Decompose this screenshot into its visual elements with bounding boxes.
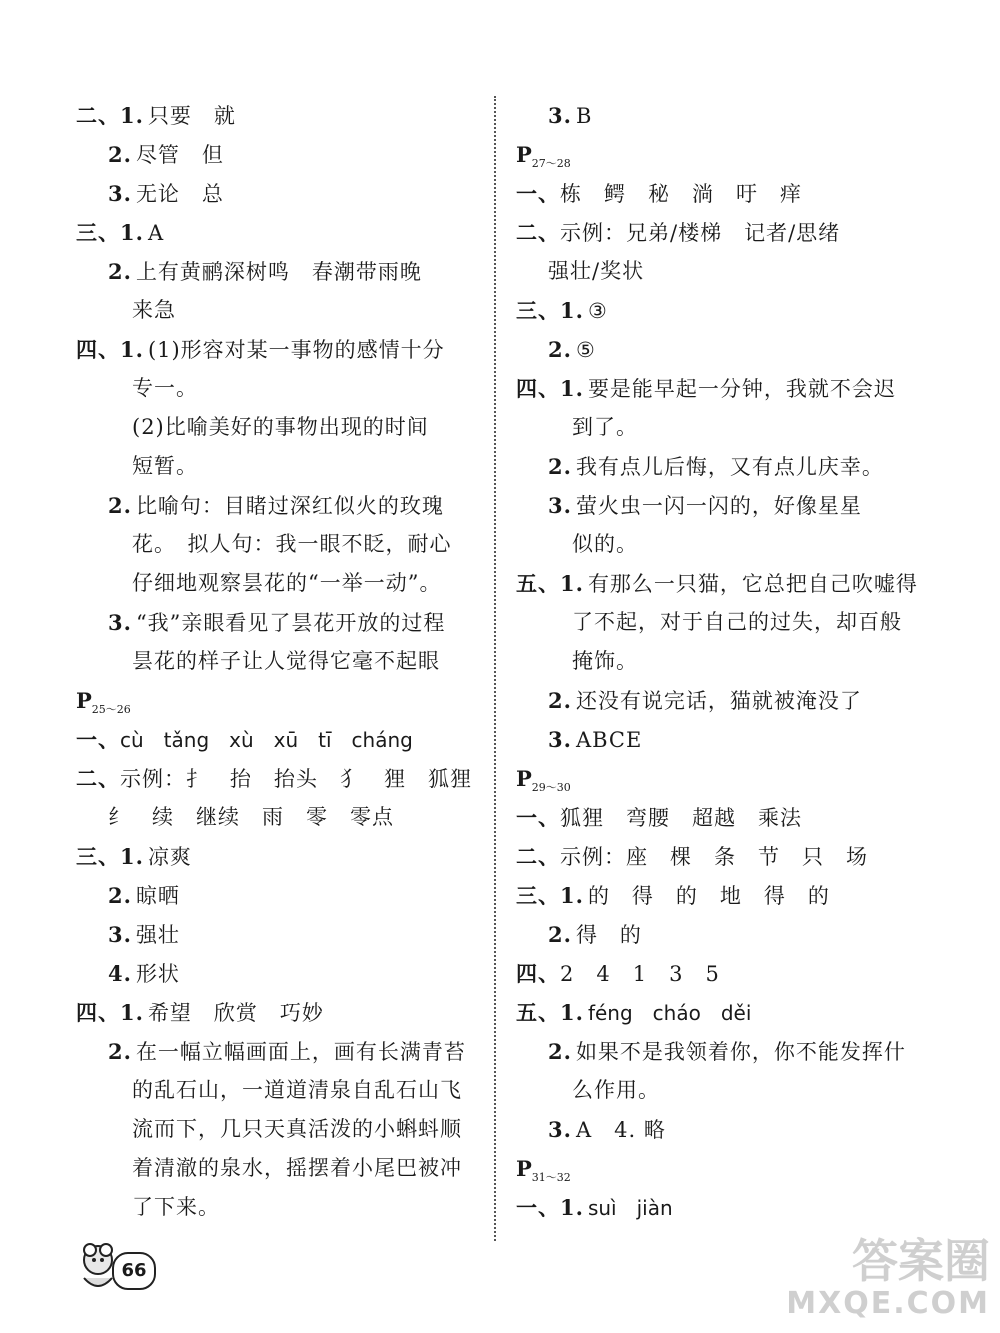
- answer-text: 只要 就: [147, 104, 236, 128]
- answer-text: 似的。: [572, 532, 638, 556]
- page-number: 66: [112, 1252, 156, 1290]
- watermark-cn: 答案圈: [852, 1234, 990, 1288]
- item-number: 2.: [108, 142, 132, 167]
- page-range-heading: [516, 759, 936, 798]
- answer-text: 如果不是我领着你，你不能发挥什: [575, 1040, 906, 1064]
- page-range-heading: [516, 135, 936, 174]
- answer-line: [76, 486, 486, 525]
- answer-line: [76, 213, 486, 252]
- page-range-heading: [76, 681, 486, 720]
- section-marker: 二、: [516, 220, 560, 245]
- section-marker: 一、: [76, 727, 120, 752]
- answer-line: [76, 369, 486, 408]
- item-number: 1.: [560, 376, 584, 401]
- answer-text: 的 得 的 地 得 的: [587, 884, 830, 908]
- item-number: 2.: [108, 493, 132, 518]
- answer-text: 在一幅立幅画面上，画有长满青苔: [135, 1040, 466, 1064]
- section-marker: 二、: [76, 103, 120, 128]
- item-number: 1.: [120, 337, 144, 362]
- answer-text: 比喻句：目睹过深红似火的玫瑰: [135, 494, 444, 518]
- answer-text: suì jiàn: [587, 1196, 673, 1220]
- answer-line: [76, 954, 486, 993]
- answer-line: [76, 135, 486, 174]
- section-marker: 一、: [516, 181, 560, 206]
- answer-text: ③: [587, 299, 608, 323]
- item-number: 4.: [108, 961, 132, 986]
- answer-line: [516, 564, 936, 603]
- section-marker: 四、: [76, 1000, 120, 1025]
- answer-text: 还没有说完话，猫就被淹没了: [575, 689, 862, 713]
- watermark-en: MXQE.COM: [786, 1286, 990, 1321]
- answer-text: 晾晒: [135, 884, 180, 908]
- item-number: 2.: [548, 688, 572, 713]
- section-marker: 五、: [516, 1000, 560, 1025]
- answer-text: 到了。: [572, 415, 638, 439]
- page-label: P: [516, 766, 532, 791]
- section-marker: 一、: [516, 805, 560, 830]
- answer-text: 专一。: [132, 376, 198, 400]
- answer-text: 要是能早起一分钟，我就不会迟: [587, 377, 896, 401]
- page-range-heading: [516, 1149, 936, 1188]
- section-marker: 三、: [516, 298, 560, 323]
- answer-line: [76, 837, 486, 876]
- left-column: [76, 96, 486, 1227]
- page-range: 27～28: [531, 157, 571, 171]
- answer-line: [516, 993, 936, 1032]
- answer-line: [516, 798, 936, 837]
- item-number: 3.: [548, 103, 572, 128]
- answer-text: 来急: [132, 298, 176, 322]
- item-number: 3.: [548, 1117, 572, 1142]
- item-number: 3.: [548, 727, 572, 752]
- answer-text: féng cháo děi: [587, 1001, 752, 1025]
- answer-text: (2)比喻美好的事物出现的时间: [132, 415, 429, 439]
- answer-line: [516, 642, 936, 681]
- answer-line: [76, 564, 486, 603]
- item-number: 3.: [108, 610, 132, 635]
- section-marker: 四、: [76, 337, 120, 362]
- answer-line: [76, 1071, 486, 1110]
- answer-text: 形状: [135, 962, 180, 986]
- answer-text: ABCE: [575, 728, 643, 752]
- answer-text: “我”亲眼看见了昙花开放的过程: [135, 611, 446, 635]
- page-label: P: [516, 1156, 532, 1181]
- answer-text: (1)形容对某一事物的感情十分: [147, 338, 445, 362]
- answer-line: [516, 408, 936, 447]
- answer-text: 狐狸 弯腰 超越 乘法: [560, 806, 802, 830]
- answer-text: 的乱石山，一道道清泉自乱石山飞: [132, 1078, 462, 1102]
- section-marker: 一、: [516, 1195, 560, 1220]
- answer-line: [516, 681, 936, 720]
- answer-text: B: [575, 104, 593, 128]
- item-number: 1.: [560, 571, 584, 596]
- item-number: 1.: [560, 883, 584, 908]
- answer-text: 希望 欣赏 巧妙: [147, 1001, 324, 1025]
- answer-text: 了下来。: [132, 1195, 220, 1219]
- answer-text: 萤火虫一闪一闪的，好像星星: [575, 494, 862, 518]
- answer-text: 示例：扌 抬 抬头 犭 狸 狐狸: [120, 767, 472, 791]
- answer-line: [516, 525, 936, 564]
- section-marker: 三、: [76, 844, 120, 869]
- answer-text: 强壮: [135, 923, 180, 947]
- column-divider: [494, 96, 496, 1241]
- answer-text: 无论 总: [135, 182, 224, 206]
- answer-line: [76, 291, 486, 330]
- answer-text: 2 4 1 3 5: [560, 962, 720, 986]
- item-number: 1.: [120, 1000, 144, 1025]
- item-number: 3.: [108, 922, 132, 947]
- answer-line: [76, 915, 486, 954]
- item-number: 2.: [108, 1039, 132, 1064]
- section-marker: 四、: [516, 376, 560, 401]
- answer-line: [76, 1188, 486, 1227]
- answer-text: ⑤: [575, 338, 596, 362]
- answer-line: [516, 213, 936, 252]
- answer-text: 花。 拟人句：我一眼不眨，耐心: [132, 532, 452, 556]
- answer-line: [76, 642, 486, 681]
- answer-line: [516, 1032, 936, 1071]
- answer-text: 示例：座 棵 条 节 只 场: [560, 845, 868, 869]
- item-number: 2.: [548, 454, 572, 479]
- answer-line: [76, 408, 486, 447]
- section-marker: 四、: [516, 961, 560, 986]
- answer-text: A 4. 略: [575, 1118, 666, 1142]
- answer-text: 流而下，几只天真活泼的小蝌蚪顺: [132, 1117, 462, 1141]
- answer-text: 着清澈的泉水，摇摆着小尾巴被冲: [132, 1156, 462, 1180]
- answer-line: [76, 96, 486, 135]
- answer-line: [76, 876, 486, 915]
- answer-line: [516, 447, 936, 486]
- answer-text: 么作用。: [572, 1078, 660, 1102]
- section-marker: 三、: [516, 883, 560, 908]
- answer-line: [76, 798, 486, 837]
- answer-line: [76, 1110, 486, 1149]
- answer-line: [516, 96, 936, 135]
- answer-text: 了不起，对于自己的过失，却百般: [572, 610, 902, 634]
- answer-line: [76, 174, 486, 213]
- answer-text: 短暂。: [132, 454, 198, 478]
- answer-text: 栋 鳄 秘 淌 吁 痒: [560, 182, 802, 206]
- answer-text: A: [147, 221, 165, 245]
- answer-line: [516, 291, 936, 330]
- answer-text: 掩饰。: [572, 649, 638, 673]
- item-number: 3.: [108, 181, 132, 206]
- item-number: 2.: [108, 259, 132, 284]
- page-label: P: [516, 142, 532, 167]
- answer-line: [76, 252, 486, 291]
- right-column: [516, 96, 936, 1227]
- answer-text: 仔细地观察昙花的“一举一动”。: [132, 571, 442, 595]
- item-number: 2.: [548, 922, 572, 947]
- answer-line: [76, 1032, 486, 1071]
- answer-line: [516, 369, 936, 408]
- answer-line: [76, 603, 486, 642]
- page-range: 29～30: [531, 781, 571, 795]
- answer-line: [516, 720, 936, 759]
- answer-text: 我有点儿后悔，又有点儿庆幸。: [575, 455, 884, 479]
- answer-text: 尽管 但: [135, 143, 224, 167]
- watermark-logo: [750, 1235, 990, 1325]
- answer-line: [516, 915, 936, 954]
- page-label: P: [76, 688, 92, 713]
- section-marker: 五、: [516, 571, 560, 596]
- answer-line: [76, 720, 486, 759]
- item-number: 1.: [120, 103, 144, 128]
- answer-text: 强壮/奖状: [548, 259, 645, 283]
- answer-text: cù tǎng xù xū tī cháng: [120, 728, 413, 752]
- page-range: 25～26: [91, 703, 131, 717]
- item-number: 1.: [560, 1195, 584, 1220]
- answer-line: [516, 1188, 936, 1227]
- item-number: 1.: [560, 1000, 584, 1025]
- answer-text: 示例：兄弟/楼梯 记者/思绪: [560, 221, 841, 245]
- item-number: 2.: [108, 883, 132, 908]
- item-number: 2.: [548, 1039, 572, 1064]
- answer-line: [516, 486, 936, 525]
- answer-line: [516, 876, 936, 915]
- answer-text: 昙花的样子让人觉得它毫不起眼: [132, 649, 440, 673]
- answer-line: [516, 1110, 936, 1149]
- answer-text: 得 的: [575, 923, 642, 947]
- answer-line: [76, 993, 486, 1032]
- answer-text: 上有黄鹂深树鸣 春潮带雨晚: [135, 260, 422, 284]
- item-number: 3.: [548, 493, 572, 518]
- answer-text: 凉爽: [147, 845, 192, 869]
- answer-line: [516, 174, 936, 213]
- answer-line: [516, 330, 936, 369]
- answer-line: [516, 252, 936, 291]
- item-number: 1.: [560, 298, 584, 323]
- page-range: 31～32: [531, 1171, 571, 1185]
- answer-line: [76, 759, 486, 798]
- answer-line: [76, 1149, 486, 1188]
- answer-line: [516, 954, 936, 993]
- answer-text: 有那么一只猫，它总把自己吹嘘得: [587, 572, 918, 596]
- answer-line: [516, 1071, 936, 1110]
- section-marker: 三、: [76, 220, 120, 245]
- answer-line: [76, 330, 486, 369]
- answer-line: [516, 603, 936, 642]
- item-number: 1.: [120, 844, 144, 869]
- item-number: 2.: [548, 337, 572, 362]
- section-marker: 二、: [516, 844, 560, 869]
- answer-line: [76, 525, 486, 564]
- answer-line: [76, 447, 486, 486]
- answer-line: [516, 837, 936, 876]
- answer-text: 纟 续 继续 雨 零 零点: [108, 805, 394, 829]
- item-number: 1.: [120, 220, 144, 245]
- section-marker: 二、: [76, 766, 120, 791]
